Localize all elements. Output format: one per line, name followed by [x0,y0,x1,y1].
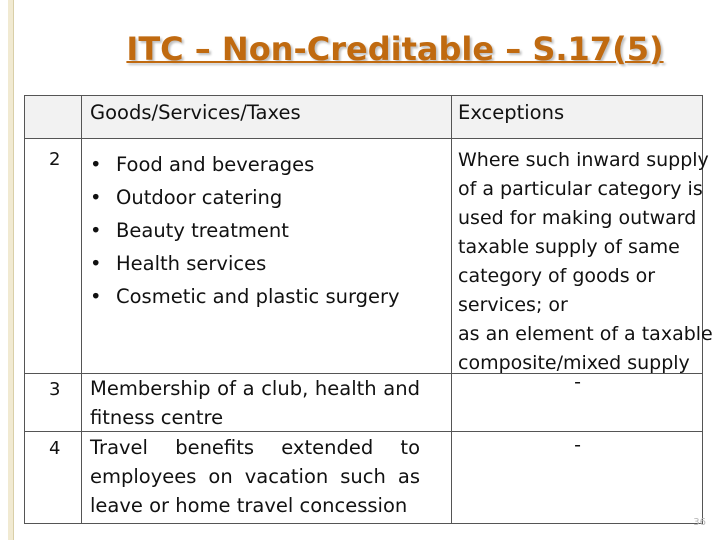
header-goods-services-taxes: Goods/Services/Taxes [90,101,301,124]
bullet-list [90,148,400,313]
bullet-icon: • [90,186,102,209]
list-item [90,280,400,313]
exception-line: taxable supply of same [458,236,680,258]
list-item [90,247,400,280]
slide-left-border [8,0,14,540]
goods-services-cell [82,139,452,374]
list-item [90,214,400,247]
list-item-label: Cosmetic and plastic surgery [116,285,400,308]
exception-text [458,146,715,378]
list-item-label: Food and beverages [116,153,315,176]
list-item-label: Health services [116,252,267,275]
slide-title: ITC – Non-Creditable – S.17(5) [126,30,664,68]
header-cell-exceptions [452,96,703,139]
exception-dash: - [574,434,581,456]
exception-dash: - [574,371,581,393]
exception-line: composite/mixed supply [458,352,690,374]
row-number: 4 [49,438,61,459]
page-number: 36 [693,517,706,528]
row-number-cell [24,139,82,374]
row-number: 2 [49,149,61,170]
bullet-icon: • [90,252,102,275]
list-item-label: Outdoor catering [116,186,283,209]
exceptions-cell [452,139,713,374]
row-number-cell [24,374,82,432]
goods-services-text: Membership of a club, health and fitness centre [90,377,420,429]
exceptions-cell [452,432,703,523]
exception-line: as an element of a taxable [458,323,713,345]
exceptions-cell [452,371,703,432]
goods-services-cell [82,432,452,523]
header-cell-no [24,96,82,139]
table-row [24,373,703,432]
bullet-icon: • [90,153,102,176]
table-row [24,138,713,374]
exception-line: of a particular category is [458,178,703,200]
goods-services-text: Travel benefits extended to employees on vacation such as leave or home travel concession [90,436,420,517]
list-item [90,181,400,214]
exception-line: used for making outward [458,207,697,229]
row-number-cell [24,432,82,523]
list-item-label: Beauty treatment [116,219,289,242]
row-number: 3 [49,379,61,400]
exception-line: Where such inward supply [458,149,709,171]
bullet-icon: • [90,219,102,242]
list-item [90,148,400,181]
header-exceptions: Exceptions [458,101,565,124]
header-cell-goods [82,96,452,139]
table-header-row [24,95,703,139]
bullet-icon: • [90,285,102,308]
table-row [24,431,703,524]
exception-line: services; or [458,294,568,316]
exception-line: category of goods or [458,265,656,287]
goods-services-cell [82,374,452,432]
